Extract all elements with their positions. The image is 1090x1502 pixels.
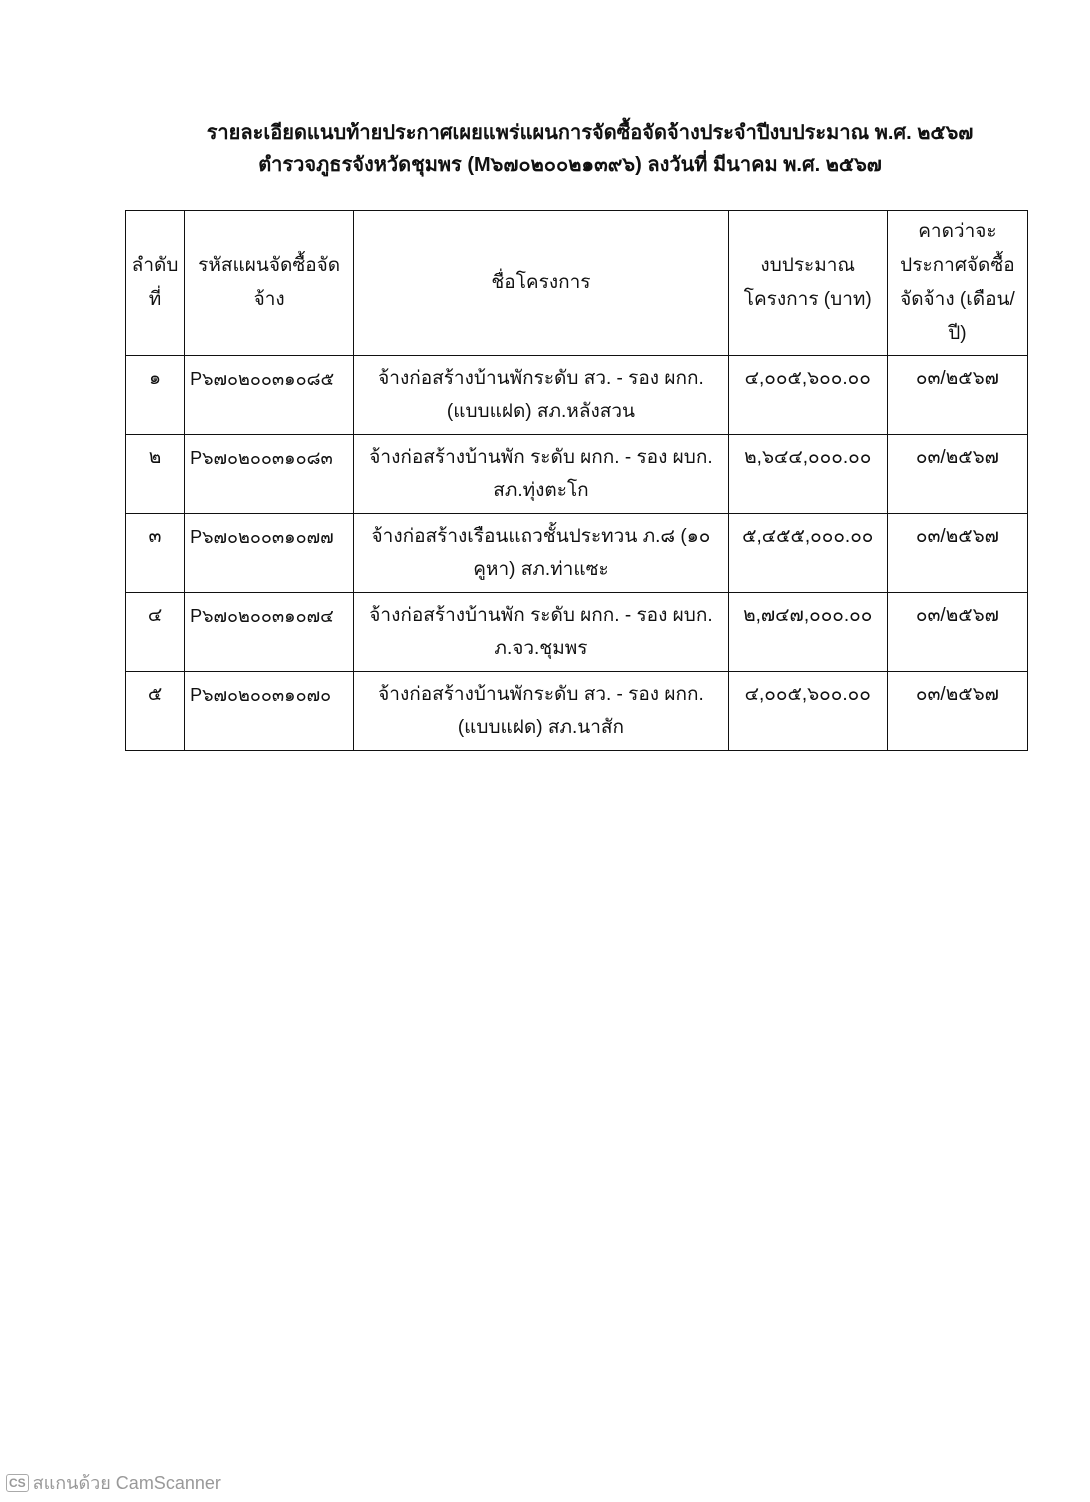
cell-no: ๕ — [126, 672, 185, 751]
procurement-table — [125, 210, 1028, 751]
table-row — [126, 672, 1028, 751]
cell-name: จ้างก่อสร้างบ้านพัก ระดับ ผกก. - รอง ผบก. ภ.จว.ชุมพร — [354, 593, 728, 672]
cell-date: ๐๓/๒๕๖๗ — [887, 593, 1027, 672]
scanner-watermark — [6, 1468, 221, 1497]
cell-no: ๑ — [126, 356, 185, 435]
cell-budget: ๔,๐๐๕,๖๐๐.๐๐ — [728, 356, 887, 435]
watermark-text: สแกนด้วย CamScanner — [32, 1473, 221, 1493]
document-title: รายละเอียดแนบท้ายประกาศเผยแพร่แผนการจัดซื้อจัดจ้างประจำปีงบประมาณ พ.ศ. ๒๕๖๗ — [206, 122, 974, 144]
table-row — [126, 593, 1028, 672]
document-subtitle: ตำรวจภูธรจังหวัดชุมพร (M๖๗๐๒๐๐๒๑๓๙๖) ลงวันที่ มีนาคม พ.ศ. ๒๕๖๗ — [258, 154, 882, 176]
cell-date: ๐๓/๒๕๖๗ — [887, 672, 1027, 751]
cell-code: P๖๗๐๒๐๐๓๑๐๗๔ — [185, 593, 354, 672]
cell-budget: ๒,๖๔๔,๐๐๐.๐๐ — [728, 435, 887, 514]
table-row — [126, 435, 1028, 514]
table-row — [126, 356, 1028, 435]
table-header-row — [126, 211, 1028, 356]
cell-date: ๐๓/๒๕๖๗ — [887, 514, 1027, 593]
column-header-name: ชื่อโครงการ — [354, 211, 728, 356]
cell-date: ๐๓/๒๕๖๗ — [887, 435, 1027, 514]
cell-date: ๐๓/๒๕๖๗ — [887, 356, 1027, 435]
cell-no: ๒ — [126, 435, 185, 514]
cell-budget: ๒,๗๔๗,๐๐๐.๐๐ — [728, 593, 887, 672]
cell-no: ๔ — [126, 593, 185, 672]
cell-budget: ๕,๔๕๕,๐๐๐.๐๐ — [728, 514, 887, 593]
cell-no: ๓ — [126, 514, 185, 593]
cell-name: จ้างก่อสร้างเรือนแถวชั้นประทวน ภ.๘ (๑๐ คูหา) สภ.ท่าแซะ — [354, 514, 728, 593]
column-header-date: คาดว่าจะประกาศจัดซื้อจัดจ้าง (เดือน/ปี) — [887, 211, 1027, 356]
table-row — [126, 514, 1028, 593]
column-header-budget: งบประมาณโครงการ (บาท) — [728, 211, 887, 356]
cell-name: จ้างก่อสร้างบ้านพัก ระดับ ผกก. - รอง ผบก. สภ.ทุ่งตะโก — [354, 435, 728, 514]
cell-name: จ้างก่อสร้างบ้านพักระดับ สว. - รอง ผกก. (แบบแฝด) สภ.หลังสวน — [354, 356, 728, 435]
cell-budget: ๔,๐๐๕,๖๐๐.๐๐ — [728, 672, 887, 751]
cell-code: P๖๗๐๒๐๐๓๑๐๗๗ — [185, 514, 354, 593]
cell-name: จ้างก่อสร้างบ้านพักระดับ สว. - รอง ผกก. (แบบแฝด) สภ.นาสัก — [354, 672, 728, 751]
cell-code: P๖๗๐๒๐๐๓๑๐๗๐ — [185, 672, 354, 751]
column-header-code: รหัสแผนจัดซื้อจัดจ้าง — [185, 211, 354, 356]
column-header-no: ลำดับที่ — [126, 211, 185, 356]
cell-code: P๖๗๐๒๐๐๓๑๐๘๓ — [185, 435, 354, 514]
camscanner-logo-icon: CS — [6, 1474, 29, 1492]
cell-code: P๖๗๐๒๐๐๓๑๐๘๕ — [185, 356, 354, 435]
